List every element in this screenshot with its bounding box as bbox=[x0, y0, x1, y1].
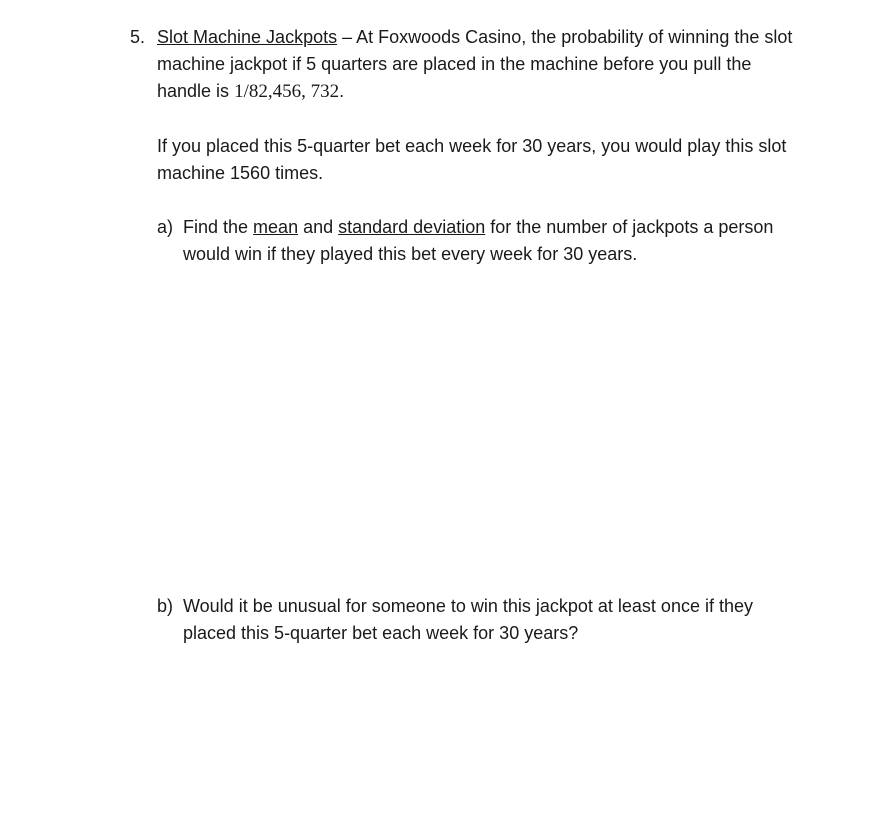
part-a-label: a) bbox=[157, 217, 174, 237]
problem-title: Slot Machine Jackpots bbox=[157, 27, 338, 47]
problem-statement bbox=[157, 24, 810, 105]
part-b-label: b) bbox=[157, 596, 174, 616]
part-a-text-2: and bbox=[298, 217, 339, 237]
mean-term: mean bbox=[253, 217, 299, 237]
statement-period: . bbox=[339, 81, 345, 101]
title-dash: – bbox=[337, 27, 357, 47]
problem-5 bbox=[130, 24, 810, 105]
part-b-question: Would it be unusual for someone to win this jackpot at least once if they placed this 5-quarter bet each week for 30 years? bbox=[183, 596, 753, 643]
part-a-text-3: for the number of jackpots a person would win if they played this bet every week for 30 years. bbox=[183, 217, 774, 264]
part-a-question bbox=[183, 214, 807, 268]
standard-deviation-term: standard deviation bbox=[338, 217, 486, 237]
part-b bbox=[157, 593, 807, 647]
context-paragraph: If you placed this 5-quarter bet each week for 30 years, you would play this slot machine 1560 times. bbox=[157, 136, 787, 183]
probability-value: 1/82,456, 732 bbox=[234, 81, 340, 102]
problem-number: 5. bbox=[130, 27, 146, 47]
part-a bbox=[157, 214, 807, 268]
problem-intro: At Foxwoods Casino, the probability of winning the slot machine jackpot if 5 quarters are placed in the machine before you pull the handle is bbox=[157, 27, 793, 101]
part-a-text-1: Find the bbox=[183, 217, 254, 237]
